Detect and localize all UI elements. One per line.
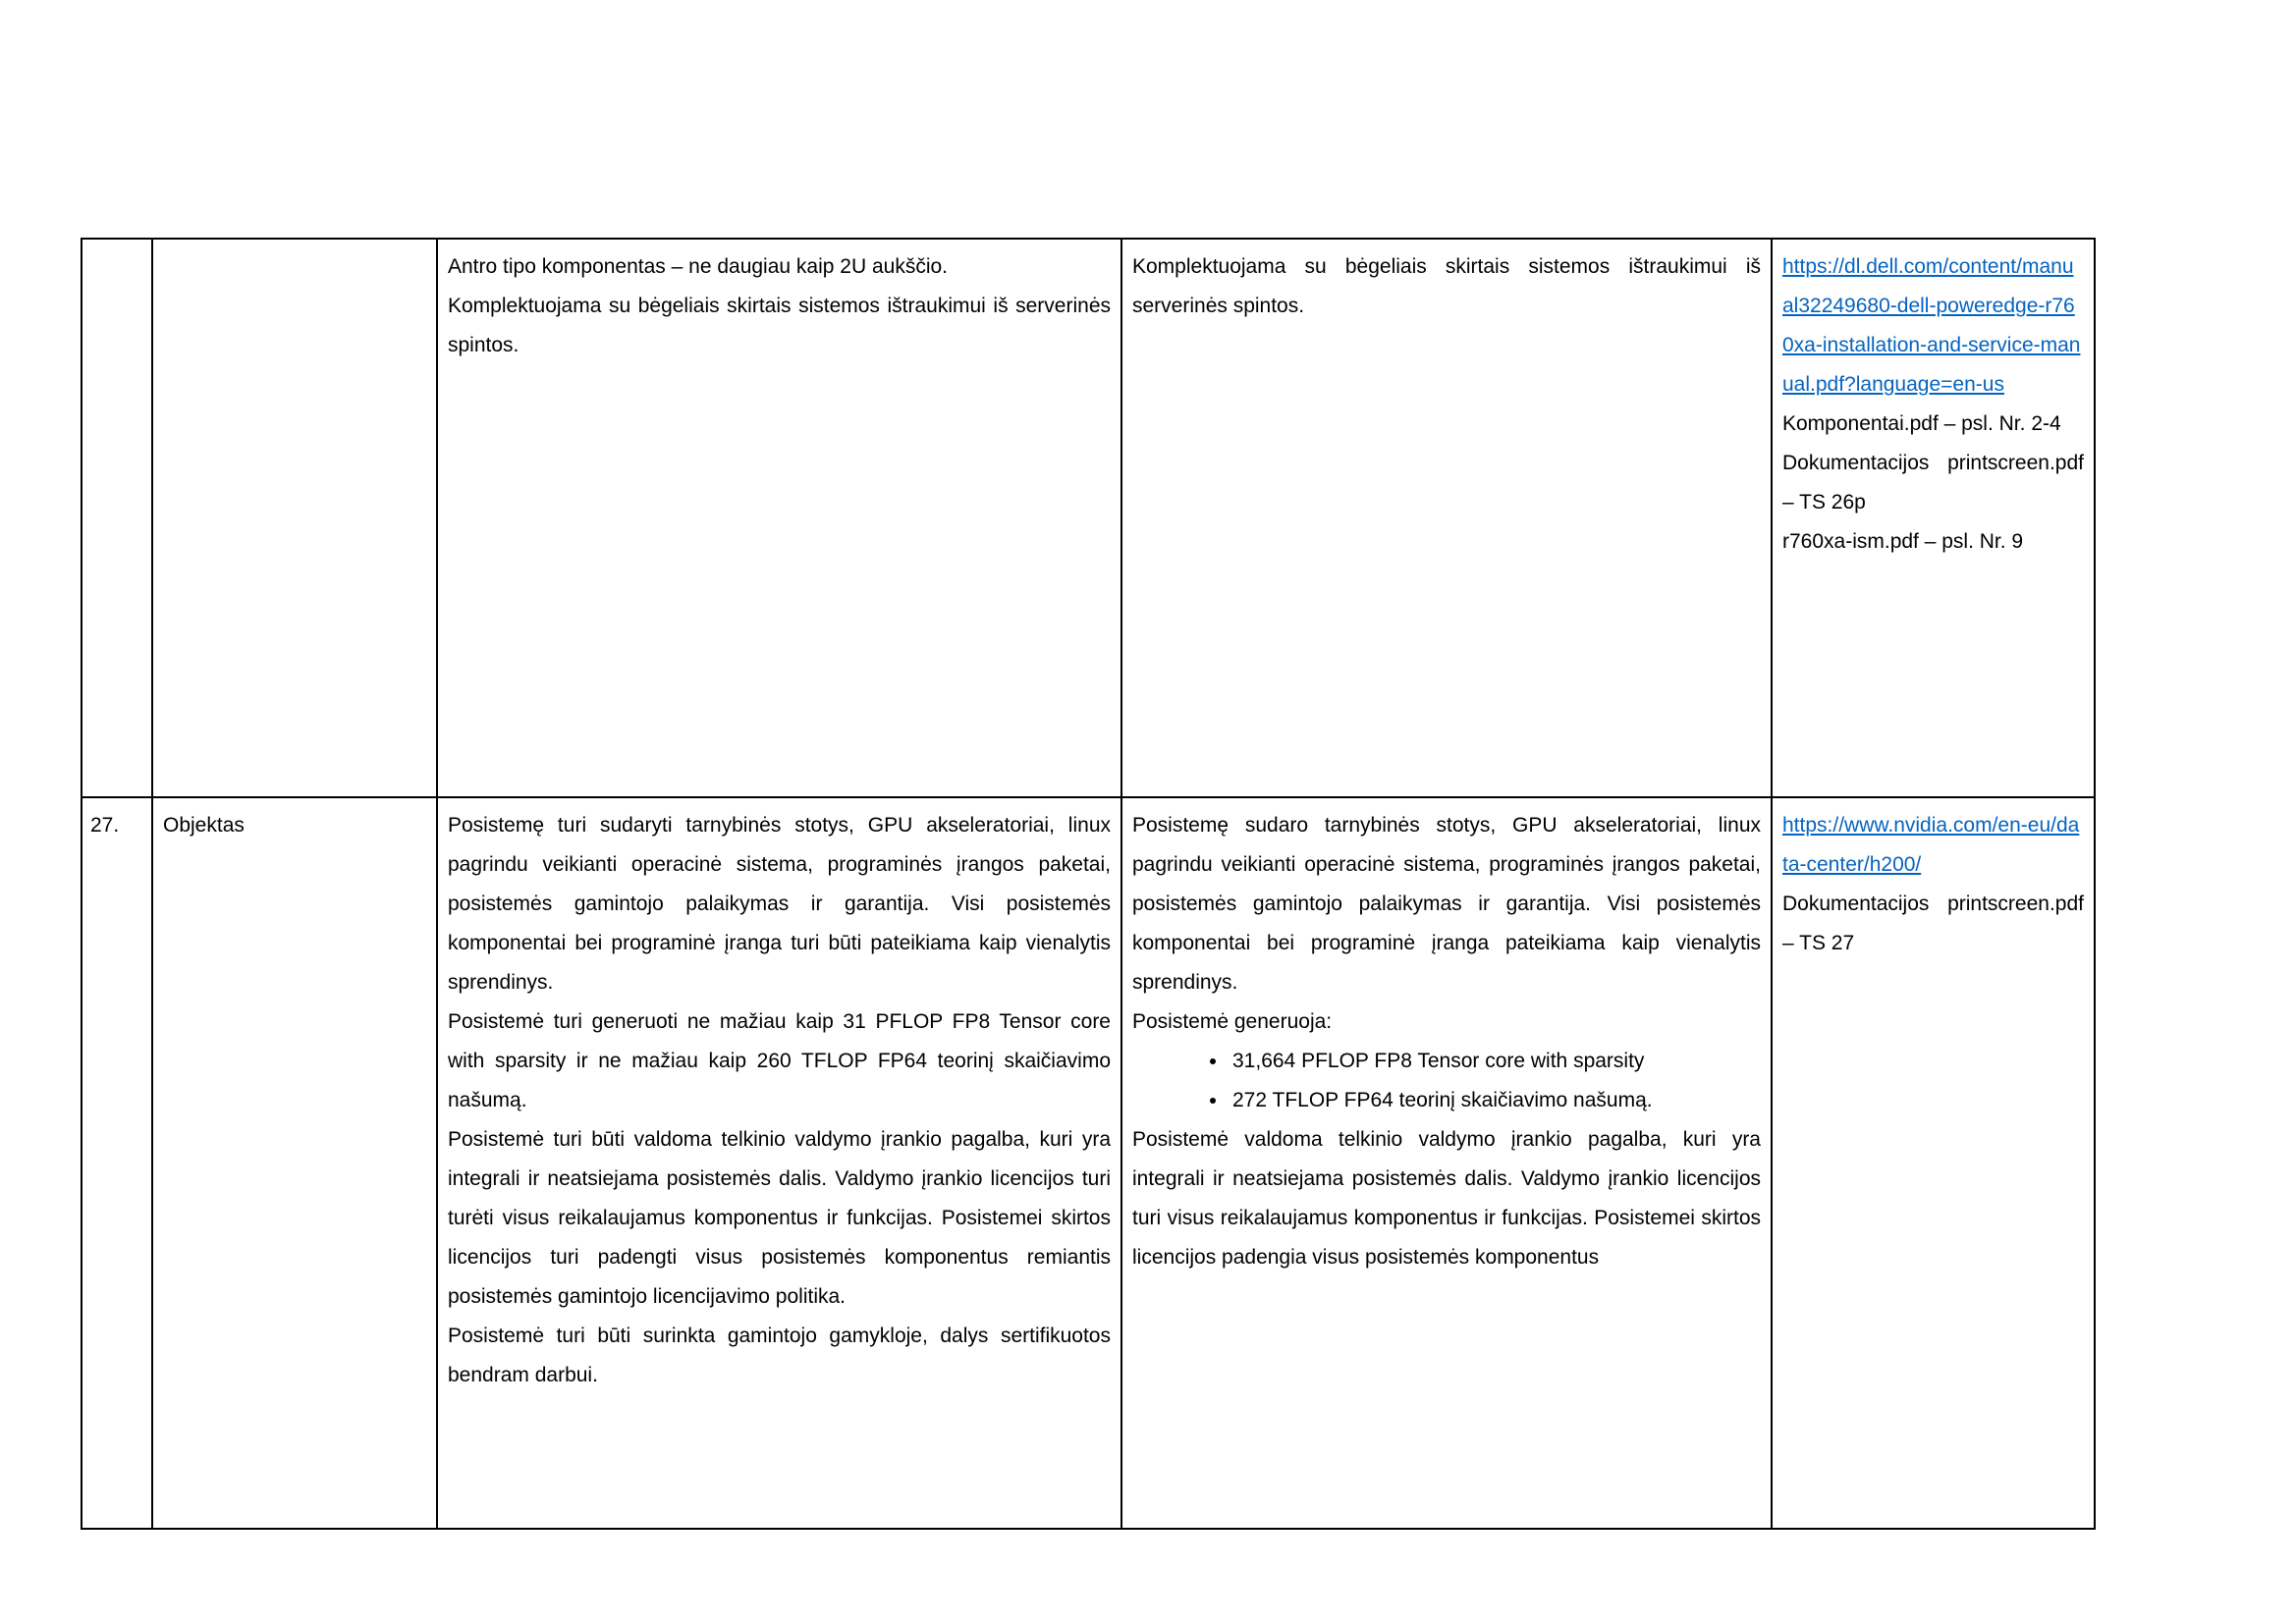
row-number-cell bbox=[82, 239, 152, 797]
references-cell bbox=[1772, 797, 2095, 1529]
requirement-paragraph: Posistemė turi generuoti ne mažiau kaip 31 PFLOP FP8 Tensor core with sparsity ir ne mažiau kaip 260 TFLOP FP64 teorinį skaičiavimo našumą. bbox=[448, 1010, 1111, 1111]
requirement-paragraph: Antro tipo komponentas – ne daugiau kaip 2U aukščio. bbox=[448, 255, 948, 278]
reference-text: Komponentai.pdf – psl. Nr. 2-4 bbox=[1782, 412, 2061, 435]
response-paragraph: Komplektuojama su bėgeliais skirtais sistemos ištraukimui iš serverinės spintos. bbox=[1132, 255, 1761, 317]
references-cell bbox=[1772, 239, 2095, 797]
dell-manual-link[interactable]: https://dl.dell.com/content/manual32249680-dell-poweredge-r760xa-installation-and-service-manual.pdf?language=en-us bbox=[1782, 255, 2081, 396]
specification-table bbox=[81, 238, 2096, 1530]
reference-link-wrap bbox=[1782, 806, 2084, 885]
response-cell bbox=[1121, 239, 1772, 797]
response-paragraph: Posistemė valdoma telkinio valdymo įrankio pagalba, kuri yra integrali ir neatsiejama posistemės dalis. Valdymo įrankio licencijos turi visus reikalaujamus komponentus ir funkcijas. Posistemei skirtos licencijos padengia visus posistemės komponentus bbox=[1132, 1128, 1761, 1269]
requirement-paragraph: Posistemė turi būti valdoma telkinio valdymo įrankio pagalba, kuri yra integrali ir neatsiejama posistemės dalis. Valdymo įrankio licencijos turi turėti visus reikalaujamus komponentus ir funkcijas. Posistemei skirtos licencijos turi padengti visus posistemės komponentus remiantis posistemės gamintojo licencijavimo politika. bbox=[448, 1128, 1111, 1308]
requirement-paragraph: Posistemė turi būti surinkta gamintojo gamykloje, dalys sertifikuotos bendram darbui. bbox=[448, 1325, 1111, 1386]
table-row-continuation bbox=[82, 239, 2095, 797]
response-bullet-item: • 31,664 PFLOP FP8 Tensor core with sparsity bbox=[1229, 1042, 1761, 1081]
row-number-cell: 27. bbox=[82, 797, 152, 1529]
nvidia-h200-link[interactable]: https://www.nvidia.com/en-eu/data-center/h200/ bbox=[1782, 814, 2080, 876]
requirement-cell bbox=[437, 797, 1121, 1529]
requirement-paragraph: Komplektuojama su bėgeliais skirtais sistemos ištraukimui iš serverinės spintos. bbox=[448, 295, 1111, 356]
reference-text: r760xa-ism.pdf – psl. Nr. 9 bbox=[1782, 530, 2024, 553]
reference-text: Dokumentacijos printscreen.pdf – TS 26p bbox=[1782, 452, 2084, 514]
reference-text: Dokumentacijos printscreen.pdf – TS 27 bbox=[1782, 893, 2084, 954]
reference-link-wrap bbox=[1782, 247, 2084, 405]
response-paragraph: Posistemė generuoja: bbox=[1132, 1010, 1333, 1033]
row-label-cell: Objektas bbox=[152, 797, 437, 1529]
response-cell bbox=[1121, 797, 1772, 1529]
requirement-paragraph: Posistemę turi sudaryti tarnybinės stotys, GPU akseleratoriai, linux pagrindu veikianti operacinė sistema, programinės įrangos paketai, posistemės gamintojo palaikymas ir garantija. Visi posistemės komponentai bei programinė įranga turi būti pateikiama kaip vienalytis sprendinys. bbox=[448, 814, 1111, 994]
table-row-27 bbox=[82, 797, 2095, 1529]
requirement-cell bbox=[437, 239, 1121, 797]
row-label-cell bbox=[152, 239, 437, 797]
response-paragraph: Posistemę sudaro tarnybinės stotys, GPU akseleratoriai, linux pagrindu veikianti operacinė sistema, programinės įrangos paketai, posistemės gamintojo palaikymas ir garantija. Visi posistemės komponentai bei programinė įranga pateikiama kaip vienalytis sprendinys. bbox=[1132, 814, 1761, 994]
response-bullet-item: • 272 TFLOP FP64 teorinį skaičiavimo našumą. bbox=[1229, 1081, 1761, 1120]
response-bullet-list bbox=[1132, 1042, 1761, 1120]
